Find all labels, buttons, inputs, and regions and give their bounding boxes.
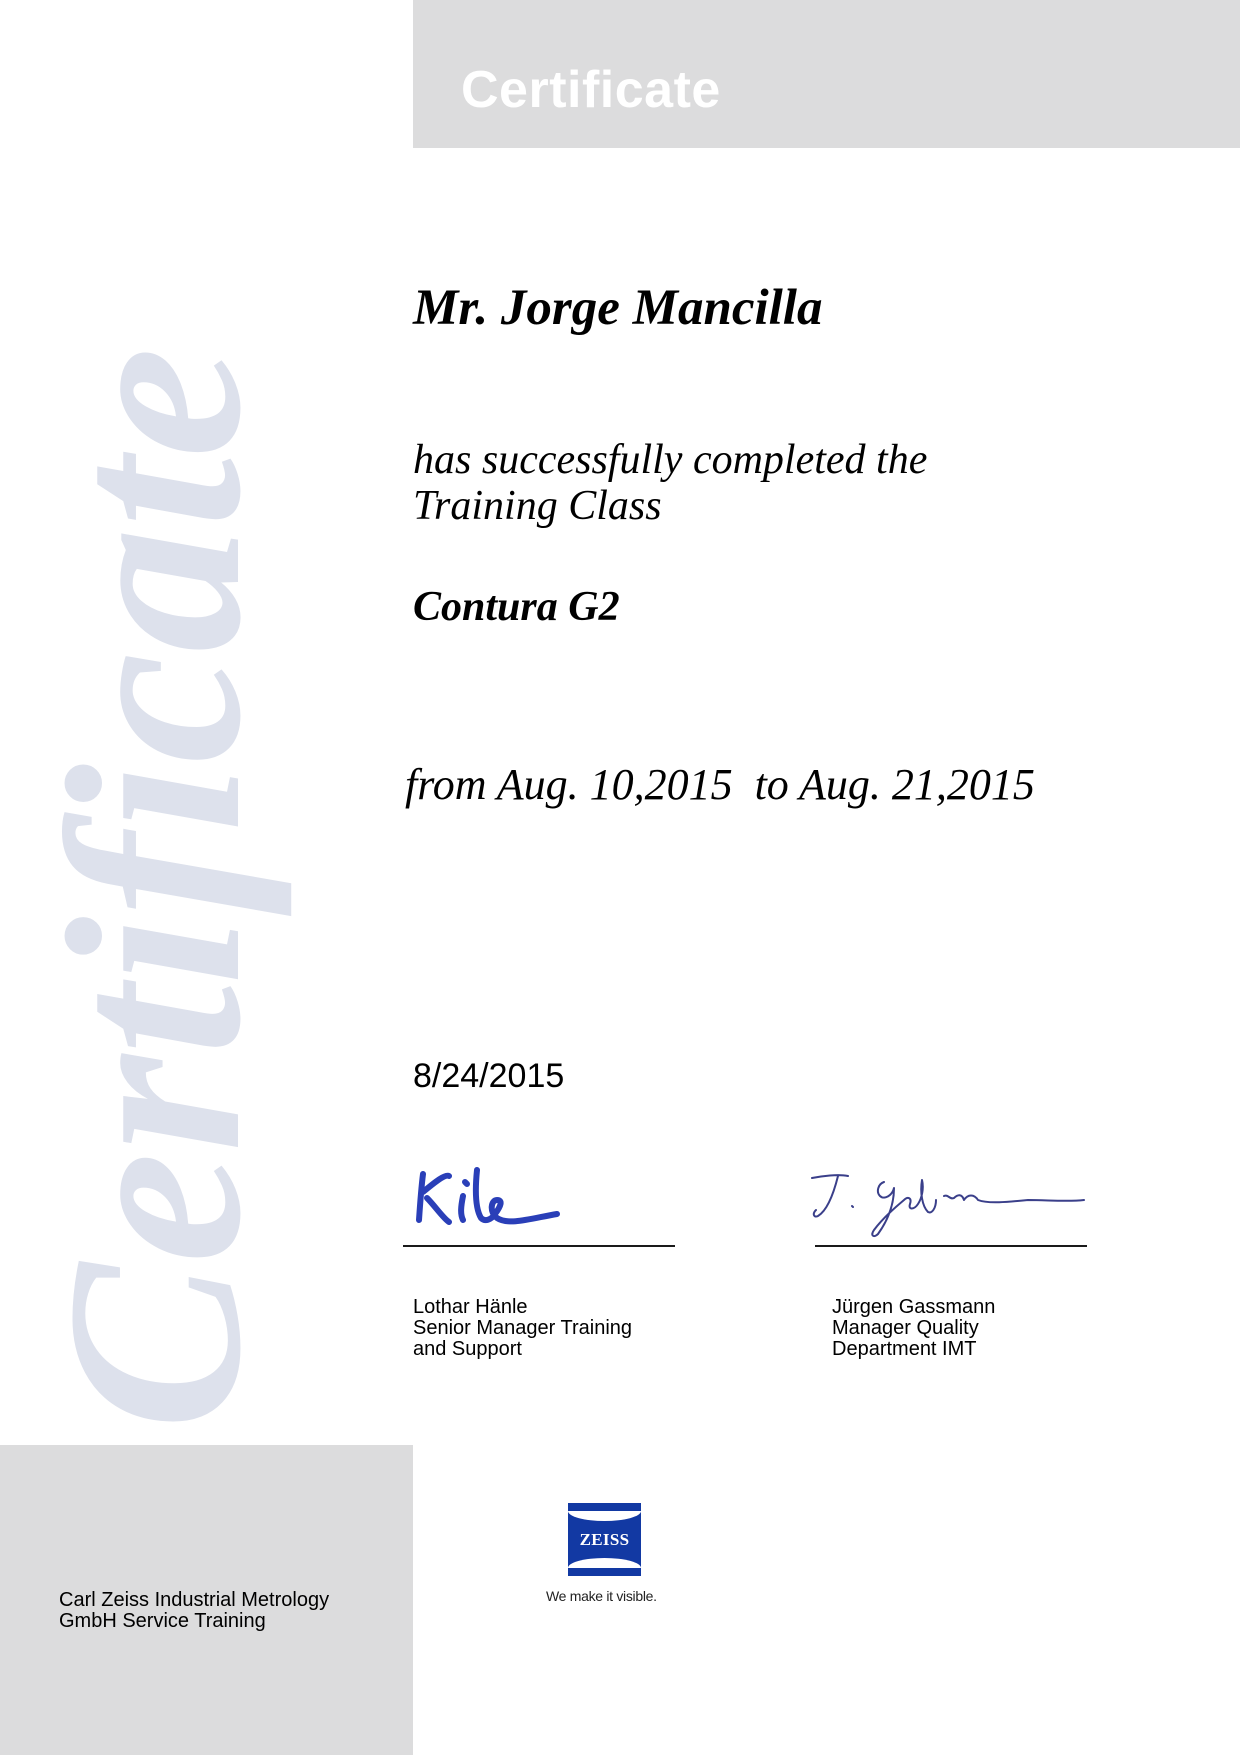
signatory-name: Jürgen Gassmann <box>832 1296 996 1318</box>
signatory-block-left <box>413 1297 632 1360</box>
company-line-2: GmbH Service Training <box>59 1610 266 1632</box>
signatory-title: Senior Manager Training <box>413 1317 633 1339</box>
issuer-company <box>59 1590 329 1632</box>
signatory-block-right <box>832 1297 995 1360</box>
header-band <box>413 0 1240 148</box>
zeiss-logo-icon <box>568 1503 641 1576</box>
statement-line-2: Training Class <box>413 483 662 529</box>
issue-date: 8/24/2015 <box>413 1057 565 1095</box>
logo-top-arc <box>568 1511 641 1521</box>
signature-line-left <box>403 1245 675 1247</box>
signature-line-right <box>815 1245 1087 1247</box>
company-line-1: Carl Zeiss Industrial Metrology <box>59 1589 330 1611</box>
completion-statement <box>413 437 927 529</box>
logo-bottom-arc <box>568 1558 641 1568</box>
statement-line-1: has successfully completed the <box>413 437 928 483</box>
certificate-heading: Certificate <box>461 61 721 119</box>
signatory-title-cont: and Support <box>413 1338 522 1360</box>
signatory-title-cont: Department IMT <box>832 1338 977 1360</box>
signature-lothar-hanle <box>405 1160 575 1230</box>
certificate-watermark: Certificate <box>16 346 293 1430</box>
recipient-name: Mr. Jorge Mancilla <box>413 280 823 336</box>
logo-text: ZEISS <box>579 1530 630 1549</box>
signatory-name: Lothar Hänle <box>413 1296 528 1318</box>
training-period: from Aug. 10,2015 to Aug. 21,2015 <box>405 760 1035 809</box>
signature-jurgen-gassmann <box>808 1170 1088 1240</box>
signatory-title: Manager Quality <box>832 1317 979 1339</box>
brand-tagline: We make it visible. <box>546 1588 657 1604</box>
course-name: Contura G2 <box>413 584 620 630</box>
footer-band <box>0 1445 413 1755</box>
